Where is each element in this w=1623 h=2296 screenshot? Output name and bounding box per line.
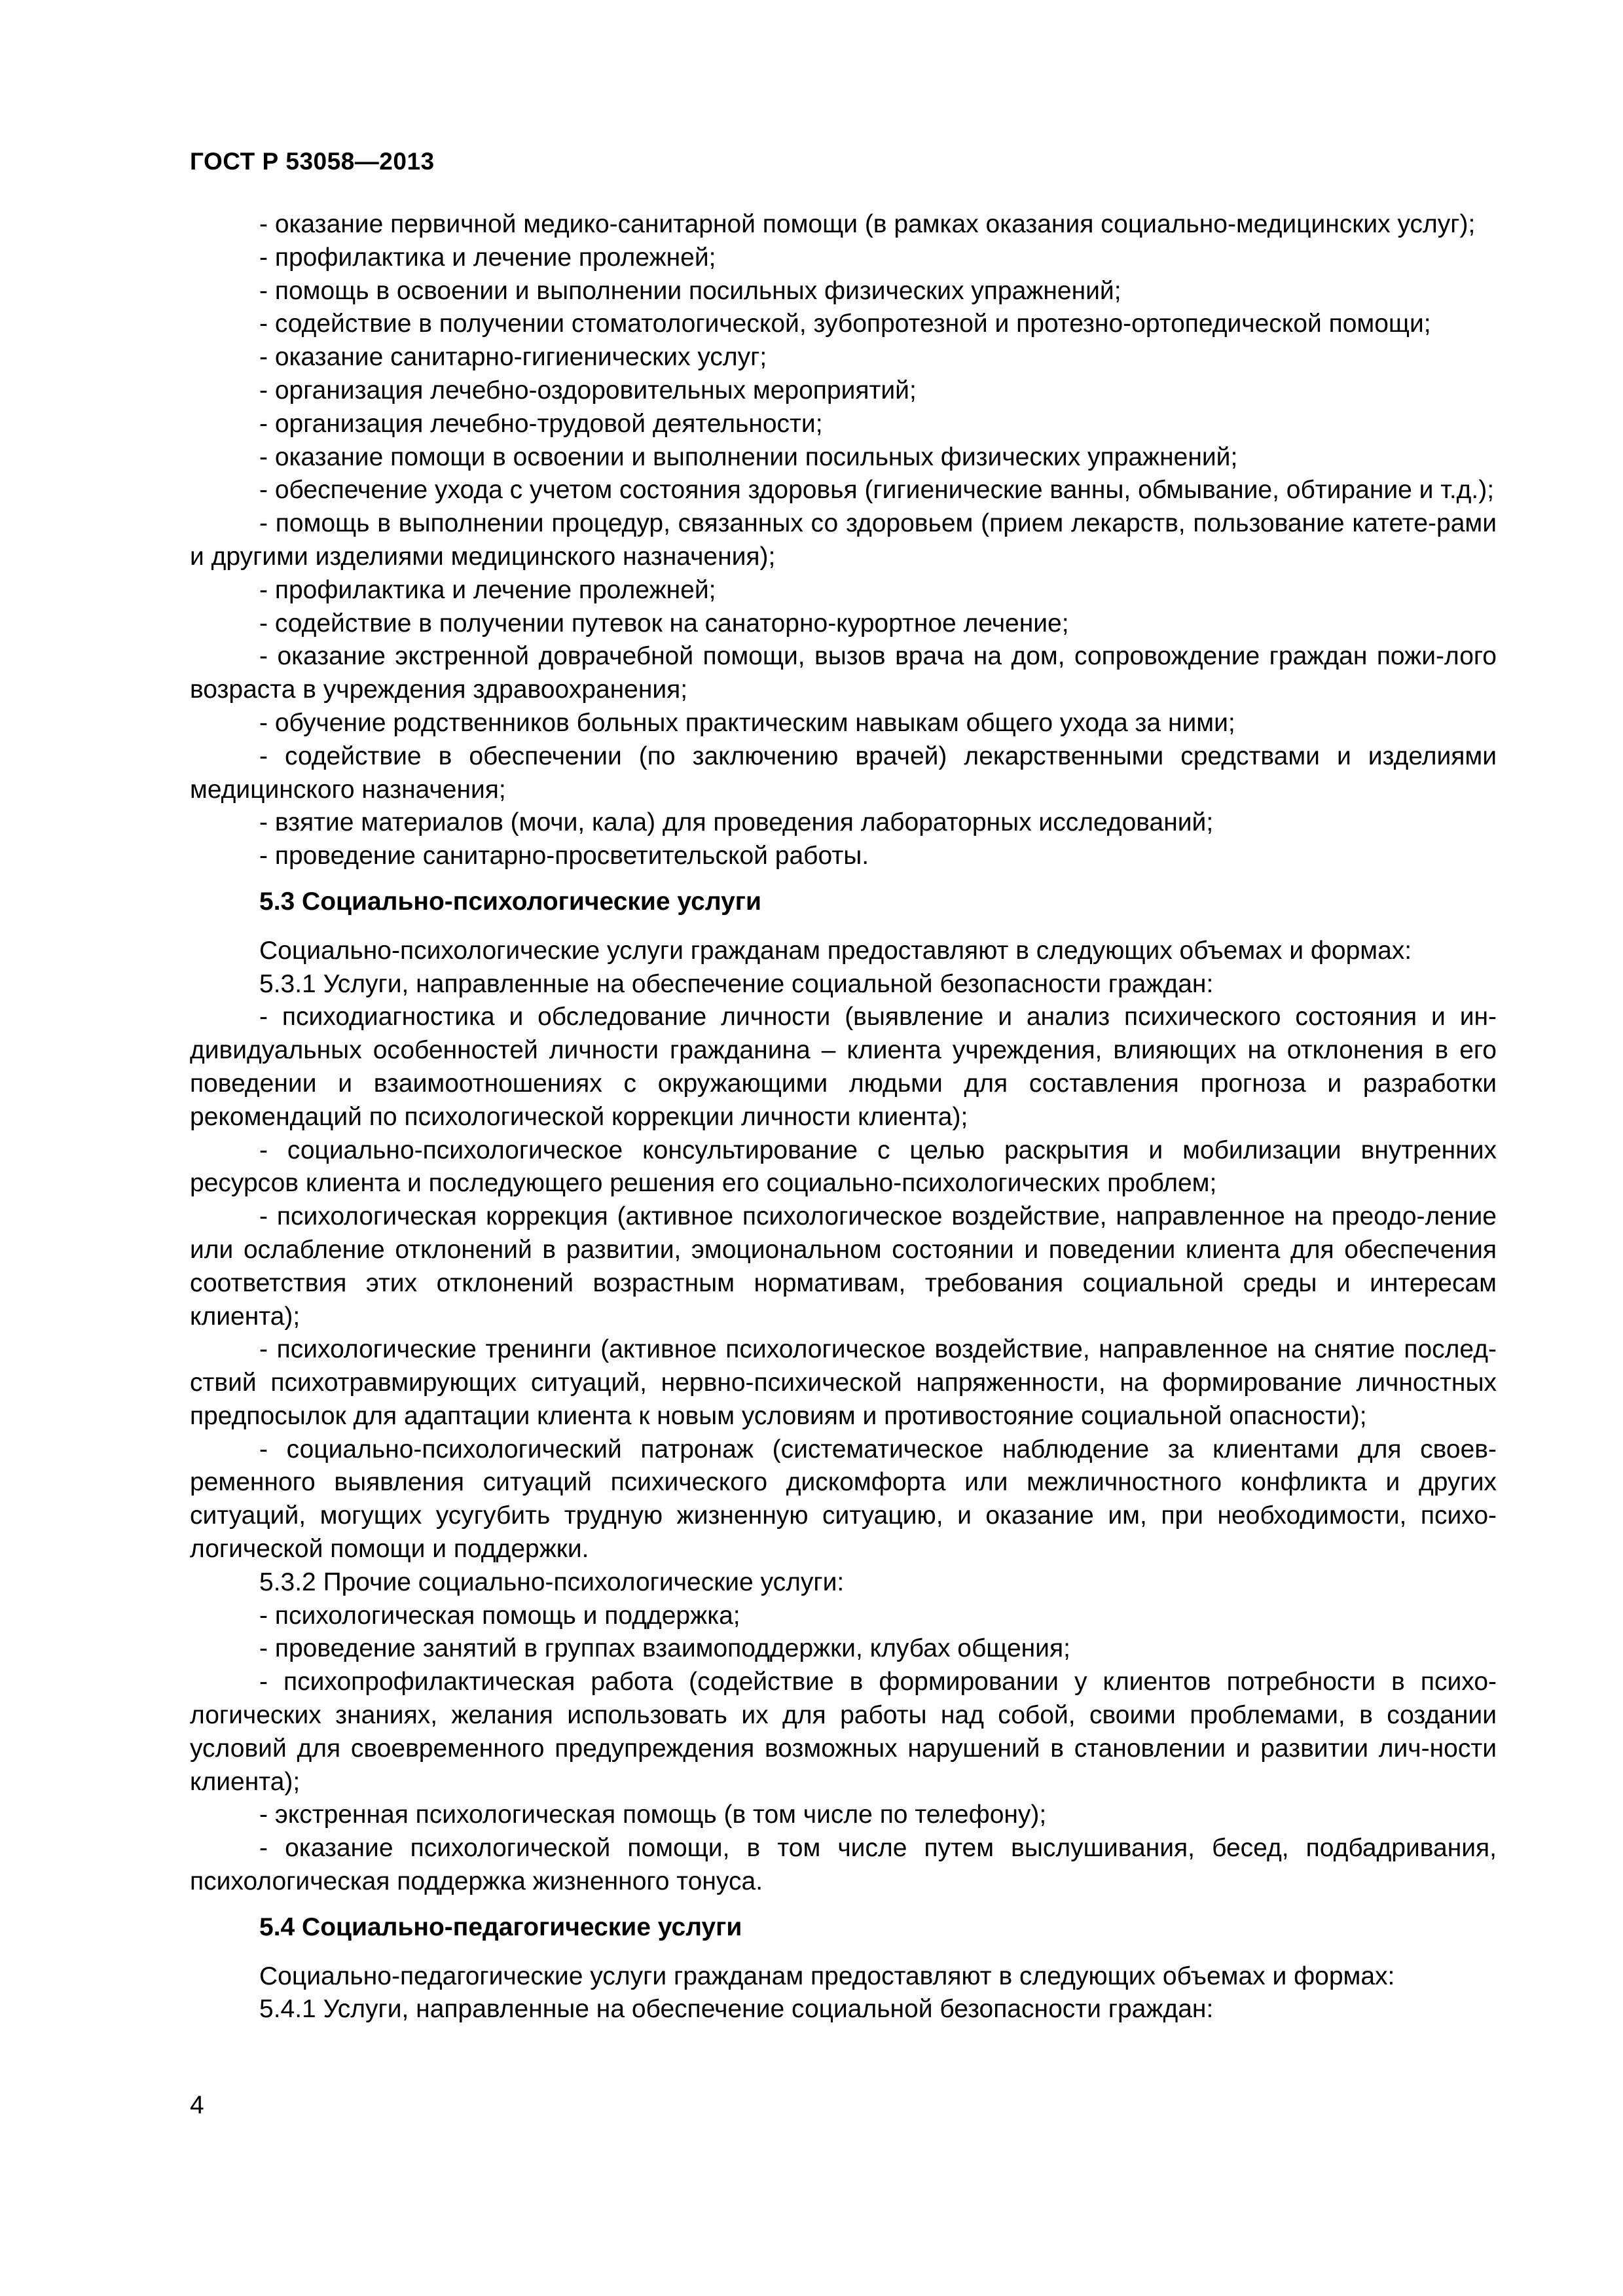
list-item: - психологическая коррекция (активное психологическое воздействие, направленное на преодо-ление или ослабление отклонений в развитии, эмоциональном состоянии и поведении клиента для обеспечения соответствия этих отклонений возрастным нормативам, требования социальной среды и интересам клиента); (190, 1202, 1497, 1331)
section-heading-5-4: 5.4 Социально-педагогические услуги (259, 1912, 742, 1941)
document-body (190, 208, 1497, 2026)
list-item: - содействие в получении путевок на санаторно-курортное лечение; (259, 609, 1069, 637)
list-item: - проведение занятий в группах взаимоподдержки, клубах общения; (259, 1634, 1070, 1663)
list-item: - оказание санитарно-гигиенических услуг; (259, 343, 767, 372)
subsection-title: 5.3.1 Услуги, направленные на обеспечение социальной безопасности граждан: (259, 969, 1214, 998)
list-item: - оказание первичной медико-санитарной помощи (в рамках оказания социально-медицинских услуг); (259, 210, 1476, 238)
list-item: - помощь в освоении и выполнении посильных физических упражнений; (259, 276, 1122, 305)
list-item: - организация лечебно-трудовой деятельности; (259, 409, 823, 438)
list-item: - психопрофилактическая работа (содействие в формировании у клиентов потребности в психо-логических знаниях, желания использовать их для работы над собой, своими проблемами, в создании условий для своевременного предупреждения возможных нарушений в становлении и развитии лич-ности клиента); (190, 1668, 1497, 1796)
section-intro: Социально-педагогические услуги гражданам предоставляют в следующих объемах и формах: (259, 1962, 1395, 1990)
section-intro: Социально-психологические услуги гражданам предоставляют в следующих объемах и формах: (259, 936, 1412, 965)
list-item: - обеспечение ухода с учетом состояния здоровья (гигиенические ванны, обмывание, обтирание и т.д.); (259, 476, 1495, 505)
subsection-title: 5.3.2 Прочие социально-психологические услуги: (259, 1568, 845, 1596)
list-item: - обучение родственников больных практическим навыкам общего ухода за ними; (259, 708, 1235, 737)
list-item: - содействие в получении стоматологической, зубопротезной и протезно-ортопедической помощи; (259, 310, 1431, 338)
list-item: - профилактика и лечение пролежней; (259, 575, 716, 604)
list-item: - оказание помощи в освоении и выполнении посильных физических упражнений; (259, 442, 1238, 471)
page-number: 4 (190, 2091, 204, 2119)
document-header: ГОСТ Р 53058—2013 (190, 148, 435, 175)
list-item: - социально-психологический патронаж (систематическое наблюдение за клиентами для своев-ременного выявления ситуаций психического дискомфорта или межличностного конфликта и других ситуаций, могущих усугубить трудную жизненную ситуацию, и оказание им, при необходимости, психо-логической помощи и поддержки. (190, 1435, 1497, 1564)
list-item: - оказание психологической помощи, в том числе путем выслушивания, бесед, подбадривания, психологическая поддержка жизненного тонуса. (190, 1834, 1497, 1896)
list-item: - профилактика и лечение пролежней; (259, 243, 716, 272)
subsection-title: 5.4.1 Услуги, направленные на обеспечение социальной безопасности граждан: (259, 1995, 1214, 2024)
list-item: - психологическая помощь и поддержка; (259, 1601, 740, 1630)
list-item: - содействие в обеспечении (по заключению врачей) лекарственными средствами и изделиями медицинского назначения; (190, 742, 1497, 804)
section-heading-5-3: 5.3 Социально-психологические услуги (259, 887, 761, 916)
list-item: - помощь в выполнении процедур, связанных со здоровьем (прием лекарств, пользование катете-рами и другими изделиями медицинского назначения); (190, 509, 1497, 571)
list-item: - социально-психологическое консультирование с целью раскрытия и мобилизации внутренних ресурсов клиента и последующего решения его социально-психологических проблем; (190, 1136, 1497, 1198)
list-item: - взятие материалов (мочи, кала) для проведения лабораторных исследований; (259, 808, 1214, 837)
list-item: - экстренная психологическая помощь (в том числе по телефону); (259, 1801, 1047, 1829)
list-item: - психодиагностика и обследование личности (выявление и анализ психического состояния и ин-дивидуальных особенностей личности гражданина – клиента учреждения, влияющих на отклонения в его поведении и взаимоотношениях с окружающими людьми для составления прогноза и разработки рекомендаций по психологической коррекции личности клиента); (190, 1003, 1497, 1131)
list-item: - оказание экстренной доврачебной помощи, вызов врача на дом, сопровождение граждан пожи-лого возраста в учреждения здравоохранения; (190, 642, 1497, 704)
list-item: - организация лечебно-оздоровительных мероприятий; (259, 376, 917, 404)
list-item: - психологические тренинги (активное психологическое воздействие, направленное на снятие послед-ствий психотравмирующих ситуаций, нервно-психической напряженности, на формирование личностных предпосылок для адаптации клиента к новым условиям и противостояние социальной опасности); (190, 1335, 1497, 1430)
list-item: - проведение санитарно-просветительской работы. (259, 842, 869, 870)
